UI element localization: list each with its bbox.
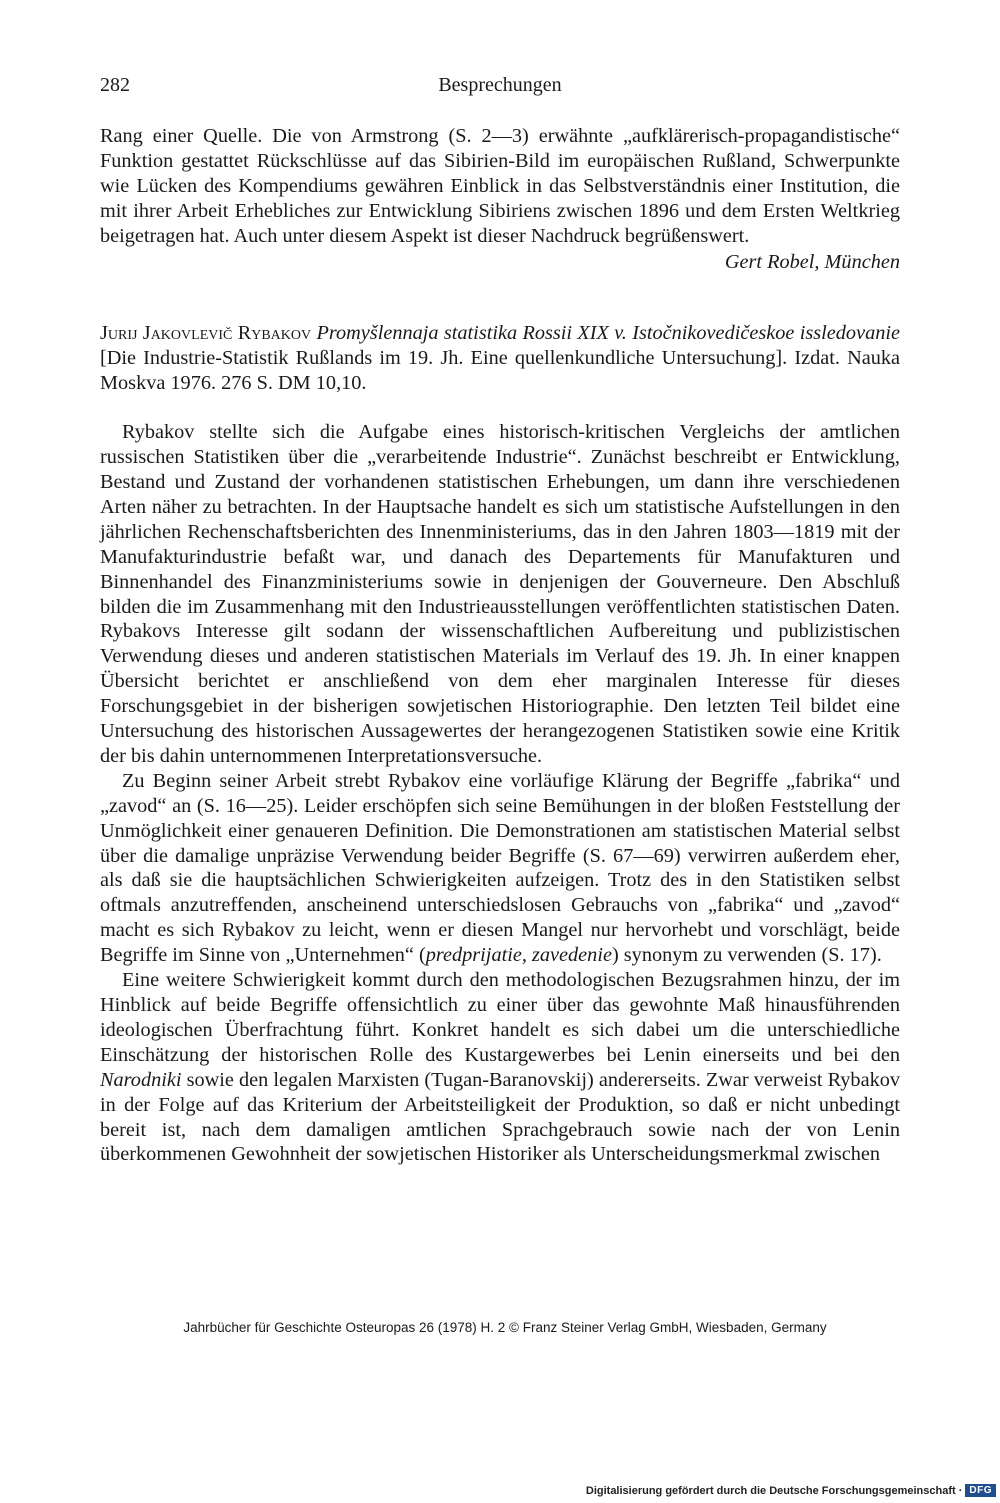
- book-title: Promyšlennaja statistika Rossii XIX v. Istočnikovedičeskoe issledovanie: [316, 322, 900, 345]
- dfg-logo-icon: DFG: [965, 1484, 996, 1497]
- paragraph-3-text-a: Eine weitere Schwierigkeit kommt durch den methodologischen Bezugsrahmen hinzu, der im Hinblick auf beide Begriffe offensichtlich zu einer über das gewohnte Maß hinausführenden ideologischen Überfrachtung führt. Konkret handelt es sich dabei um die unterschiedliche Einschätzung der historischen Rolle des Kustargewerbes bei Lenin einerseits und bei den: [100, 969, 900, 1066]
- term-narodniki: Narodniki: [100, 1068, 182, 1091]
- review-paragraph-2: [100, 769, 900, 968]
- review-paragraph-1: Rybakov stellte sich die Aufgabe eines historisch-kritischen Vergleichs der amtlichen russischen Statistiken über die „verarbeitende Industrie“. Zunächst beschreibt er Entwicklung, Bestand und Zustand der vorhandenen statistischen Erhebungen, um dann ihre verschiedenen Arten näher zu betrachten. In der Hauptsache handelt es sich um statistische Aufstellungen in den jährlichen Rechenschaftsberichten des Innenministeriums, das in den Jahren 1803—1819 mit der Manufakturindustrie befaßt war, und danach des Departements für Manufakturen und Binnenhandel des Finanzministeriums sowie in denjenigen der Gouverneure. Den Abschluß bilden die im Zusammenhang mit den Industrieausstellungen veröffentlichten statistischen Daten. Rybakovs Interesse gilt sodann der wissenschaftlichen Aufbereitung und publizistischen Verwendung dieses und anderen statistischen Materials im Verlauf des 19. Jh. In einer knappen Übersicht berichtet er anschließend von dem eher marginalen Interesse für dieses Forschungsgebiet in der bisherigen sowjetischen Historiographie. Den letzten Teil bildet eine Untersuchung des historischen Aussagewertes der herangezogenen Statistiken sowie eine Kritik der bis dahin unternommenen Interpretationsversuche.: [100, 421, 900, 767]
- review-paragraph-3: [100, 968, 900, 1167]
- article-body: [100, 124, 900, 1167]
- book-citation: [100, 321, 900, 396]
- digitization-credit: [586, 1484, 996, 1497]
- term-zavedenie: zavedenie: [532, 944, 612, 967]
- digitization-credit-text: Digitalisierung gefördert durch die Deutsche Forschungsgemeinschaft ·: [585, 1484, 963, 1497]
- paragraph-3-text-b: sowie den legalen Marxisten (Tugan-Baranovskij) andererseits. Zwar verweist Rybakov in der Folge auf das Kriterium der Arbeitsteiligkeit der Produktion, so daß er nicht unbedingt bereit ist, nach dem damaligen amtlichen Sprachgebrauch sowie nach der von Lenin überkommenen Gewohnheit der sowjetischen Historiker als Unterscheidungsmerkmal zwischen: [100, 1068, 900, 1166]
- journal-footer: Jahrbücher für Geschichte Osteuropas 26 (1978) H. 2 © Franz Steiner Verlag GmbH, Wiesbaden, Germany: [183, 1320, 827, 1335]
- previous-review-closing-paragraph: Rang einer Quelle. Die von Armstrong (S. 2—3) erwähnte „aufklärerisch-propagandistische“ Funktion gestattet Rückschlüsse auf das Sibirien-Bild im europäischen Rußland, Schwerpunkte wie Lücken des Kompendiums gewähren Einblick in das Selbstverständnis einer Institution, die mit ihrer Arbeit Erhebliches zur Entwicklung Sibiriens zwischen 1896 und dem Ersten Weltkrieg beigetragen hat. Auch unter diesem Aspekt ist dieser Nachdruck begrüßenswert.: [100, 125, 900, 247]
- page-header: [100, 74, 900, 104]
- page-number: 282: [100, 74, 130, 96]
- running-head: Besprechungen: [438, 74, 562, 96]
- book-details: [Die Industrie-Statistik Rußlands im 19. Jh. Eine quellenkundliche Untersuchung]. Izdat. Nauka Moskva 1976. 276 S. DM 10,10.: [100, 347, 900, 395]
- term-separator: ,: [521, 944, 532, 967]
- term-predprijatie: predprijatie: [425, 944, 522, 967]
- paragraph-2-text-b: ) synonym zu verwenden (S. 17).: [611, 944, 882, 967]
- book-author: Jurij Jakovlevič Rybakov: [100, 322, 312, 345]
- paragraph-2-text-a: Zu Beginn seiner Arbeit strebt Rybakov eine vorläufige Klärung der Begriffe „fabrika“ und „zavod“ an (S. 16—25). Leider erschöpfen sich seine Bemühungen in der bloßen Feststellung der Unmöglichkeit einer genaueren Definition. Die Demonstrationen am statistischen Material selbst über die damalige unpräzise Verwendung beider Begriffe (S. 67—69) verwirren außerdem eher, als daß sie die hauptsächlichen Schwierigkeiten aufzeigen. Trotz des in den Statistiken selbst oftmals anzutreffenden, anscheinend unterschiedslosen Gebrauchs von „fabrika“ und „zavod“ macht es sich Rybakov zu leicht, wenn er diesen Mangel nur hervorhebt und vorschlägt, beide Begriffe im Sinne von „Unternehmen“ (: [100, 769, 900, 967]
- reviewer-signature: Gert Robel, München: [724, 250, 900, 273]
